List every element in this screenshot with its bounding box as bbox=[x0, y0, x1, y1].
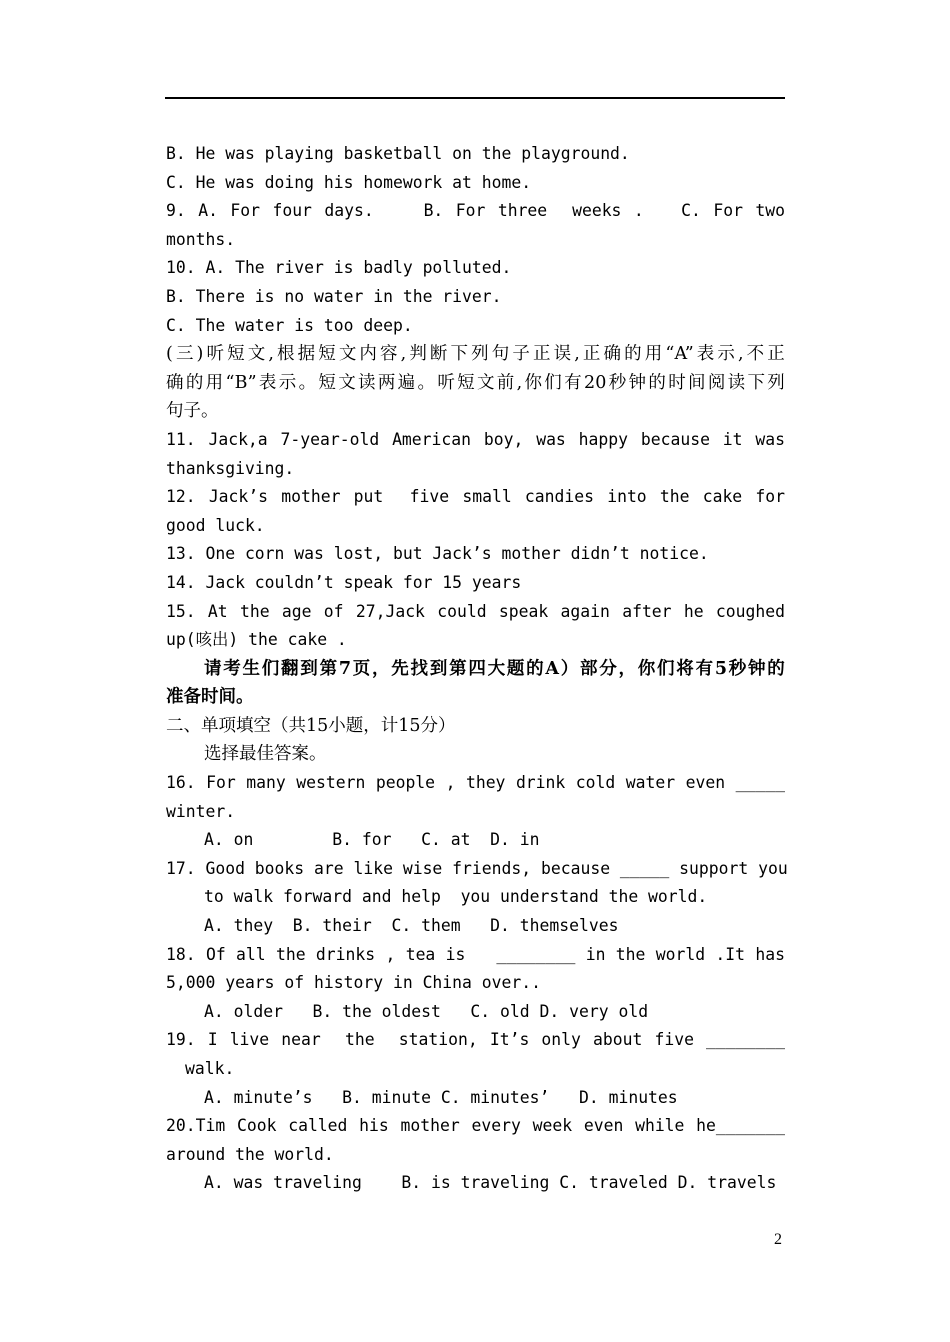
options-19: A. minute’s B. minute C. minutes’ D. minutes bbox=[204, 1087, 678, 1107]
text-line: around the world. bbox=[166, 1144, 334, 1164]
text-line: C. He was doing his homework at home. bbox=[166, 172, 532, 192]
text-line: B. There is no water in the river. bbox=[166, 286, 502, 306]
question-20: 20.Tim Cook called his mother every week even while he_______ bbox=[166, 1116, 785, 1136]
options-20: A. was traveling B. is traveling C. traveled D. travels bbox=[204, 1173, 777, 1193]
text-line: 5,000 years of history in China over.. bbox=[166, 973, 541, 993]
section-two-subheading: 选择最佳答案。 bbox=[204, 744, 327, 765]
options-18: A. older B. the oldest C. old D. very old bbox=[204, 1001, 649, 1021]
question-14: 14. Jack couldn’t speak for 15 years bbox=[166, 572, 522, 592]
text-line: walk. bbox=[185, 1059, 235, 1078]
section-three-instructions: 确的用“B”表示。短文读两遍。听短文前,你们有20秒钟的时间阅读下列 bbox=[166, 372, 785, 393]
section-three-instructions: 句子。 bbox=[166, 401, 219, 422]
question-9: 9. A. For four days. B. For three weeks . C. For two bbox=[166, 201, 785, 221]
text-line: winter. bbox=[166, 801, 236, 821]
header-rule bbox=[165, 97, 785, 99]
text-line: B. He was playing basketball on the playground. bbox=[166, 144, 630, 163]
question-10: 10. A. The river is badly polluted. bbox=[166, 258, 512, 278]
question-13: 13. One corn was lost, but Jack’s mother didn’t notice. bbox=[166, 544, 709, 564]
text-line: up(咳出) the cake . bbox=[166, 630, 347, 650]
options-17: A. they B. their C. them D. themselves bbox=[204, 916, 619, 936]
bold-instruction: 准备时间。 bbox=[166, 687, 254, 708]
question-15: 15. At the age of 27,Jack could speak again after he coughed bbox=[166, 601, 785, 621]
text-line: to walk forward and help you understand the world. bbox=[204, 887, 708, 907]
bold-instruction: 请考生们翻到第7页，先找到第四大题的A）部分，你们将有5秒钟的 bbox=[204, 658, 785, 679]
section-two-heading: 二、单项填空（共15小题，计15分） bbox=[166, 715, 456, 736]
text-line: months. bbox=[166, 229, 236, 249]
question-12: 12. Jack’s mother put five small candies into the cake for bbox=[166, 487, 785, 507]
text-line: thanksgiving. bbox=[166, 458, 295, 478]
document-body bbox=[166, 140, 788, 1198]
question-18: 18. Of all the drinks , tea is ________ in the world .It has bbox=[166, 944, 785, 964]
options-16: A. on B. for C. at D. in bbox=[204, 830, 540, 850]
text-line: C. The water is too deep. bbox=[166, 315, 413, 335]
text-line: good luck. bbox=[166, 515, 265, 535]
section-three-instructions: (三)听短文,根据短文内容,判断下列句子正误,正确的用“A”表示,不正 bbox=[166, 344, 785, 365]
question-17: 17. Good books are like wise friends, because _____ support you bbox=[166, 858, 788, 878]
question-11: 11. Jack,a 7-year-old American boy, was happy because it was bbox=[166, 429, 785, 449]
question-16: 16. For many western people , they drink cold water even _____ bbox=[166, 773, 785, 793]
page-number: 2 bbox=[774, 1231, 782, 1248]
question-19: 19. I live near the station, It’s only about five ________ bbox=[166, 1030, 785, 1050]
